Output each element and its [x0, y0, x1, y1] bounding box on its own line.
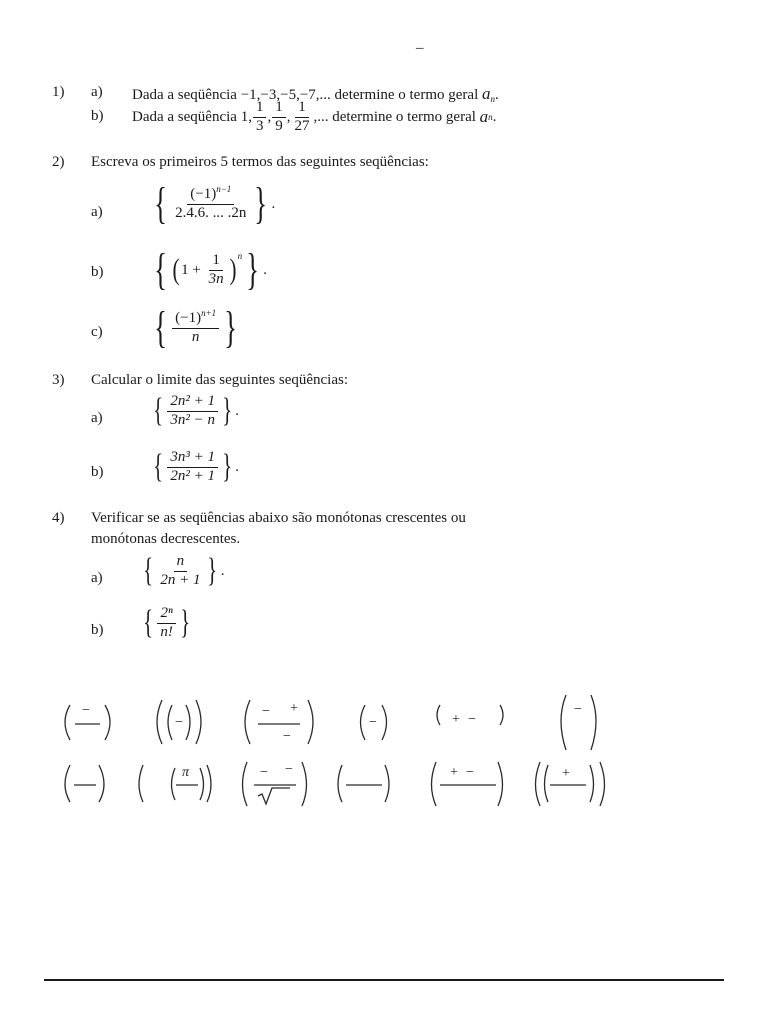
sequence-1a: −1,−3,−5,−7,... — [240, 87, 331, 103]
question-2c-expression: { $\frac{(-1)^{n+1}}{n}$ } — [154, 303, 238, 352]
question-4-title-line1: Verificar se as seqüências abaixo são monótonas crescentes ou — [91, 510, 466, 526]
fraction-1-3: $\frac{1}{3}$ — [253, 100, 267, 135]
top-mark: – — [416, 40, 424, 56]
question-4a-label: a) — [91, 570, 103, 586]
question-3-number: 3) — [52, 372, 65, 388]
question-3a-expression: { $\frac{\text{2n² + 1}}{\text{3n² − n}}$ } . — [153, 392, 240, 430]
fragment-minus-7: − — [574, 702, 582, 717]
fragment-minus-3: − — [262, 704, 270, 719]
question-1a-text: Dada a seqüência −1,−3,−5,−7,... determine o termo geral an. — [132, 84, 499, 104]
equation-fragments — [0, 690, 768, 820]
question-4b-expression: { $\frac{\text{2ⁿ}}{n!}$ } — [143, 604, 190, 642]
question-2a-label: a) — [91, 204, 103, 220]
fragment-sqrt — [258, 788, 290, 804]
fragment-paren-3 — [245, 700, 313, 744]
question-1a-label: a) — [91, 84, 103, 100]
fraction-1-9: $\frac{1}{9}$ — [272, 100, 286, 135]
fragment-minus-10: − — [466, 765, 474, 780]
fraction-1-27: $\frac{1}{27}$ — [294, 98, 310, 134]
footer-rule — [44, 979, 724, 981]
question-2b-label: b) — [91, 264, 104, 280]
fragment-plus-3: + — [450, 765, 458, 780]
question-3a-label: a) — [91, 410, 103, 426]
fragment-minus-6: − — [468, 712, 476, 727]
fragment-minus-8: − — [260, 765, 268, 780]
question-2-number: 2) — [52, 154, 65, 170]
fragment-paren-12 — [536, 762, 605, 806]
question-1b-text: Dada a seqüência 1, $\frac{1}{3}$ , $\frac{1}{9}$ , $\frac{1}{27}$ ,... determine o termo geral a n . — [132, 98, 497, 134]
fragment-paren-9 — [243, 762, 307, 806]
fragment-minus-4: − — [283, 729, 291, 744]
question-4a-expression: { $\frac{n}{2n + 1}$ } . — [143, 552, 225, 590]
fragment-paren-7 — [65, 765, 104, 802]
fragment-paren-10 — [338, 765, 389, 802]
question-2a-expression: { $\frac{(-1)^{n-1}}{2.4.6. ... .2n}$ } . — [154, 179, 276, 228]
fragment-plus-4: + — [562, 766, 570, 781]
question-4-number: 4) — [52, 510, 65, 526]
question-1-number: 1) — [52, 84, 65, 100]
question-2c-label: c) — [91, 324, 103, 340]
question-2b-expression: { ( 1 + $\frac{1}{3n}$ ) n } . — [154, 245, 267, 294]
fragment-minus-1: − — [82, 703, 90, 718]
question-4-title-line2: monótonas decrescentes. — [91, 531, 241, 547]
fragment-minus-2: − — [175, 715, 183, 730]
question-3b-label: b) — [91, 464, 104, 480]
question-3-title: Calcular o limite das seguintes seqüências: — [91, 372, 349, 388]
fragment-plus-2: + — [452, 712, 460, 727]
question-4b-label: b) — [91, 622, 104, 638]
fragment-minus-5: − — [369, 715, 377, 730]
fragment-pi: π — [182, 765, 190, 780]
question-2-title: Escreva os primeiros 5 termos das seguintes seqüências: — [91, 154, 429, 170]
fragment-paren-8 — [139, 765, 211, 802]
fragment-minus-9: − — [285, 762, 293, 777]
question-3b-expression: { $\frac{\text{3n³ + 1}}{\text{2n² + 1}}$ } . — [153, 448, 240, 486]
question-1b-label: b) — [91, 108, 104, 124]
fragment-plus-1: + — [290, 701, 298, 716]
